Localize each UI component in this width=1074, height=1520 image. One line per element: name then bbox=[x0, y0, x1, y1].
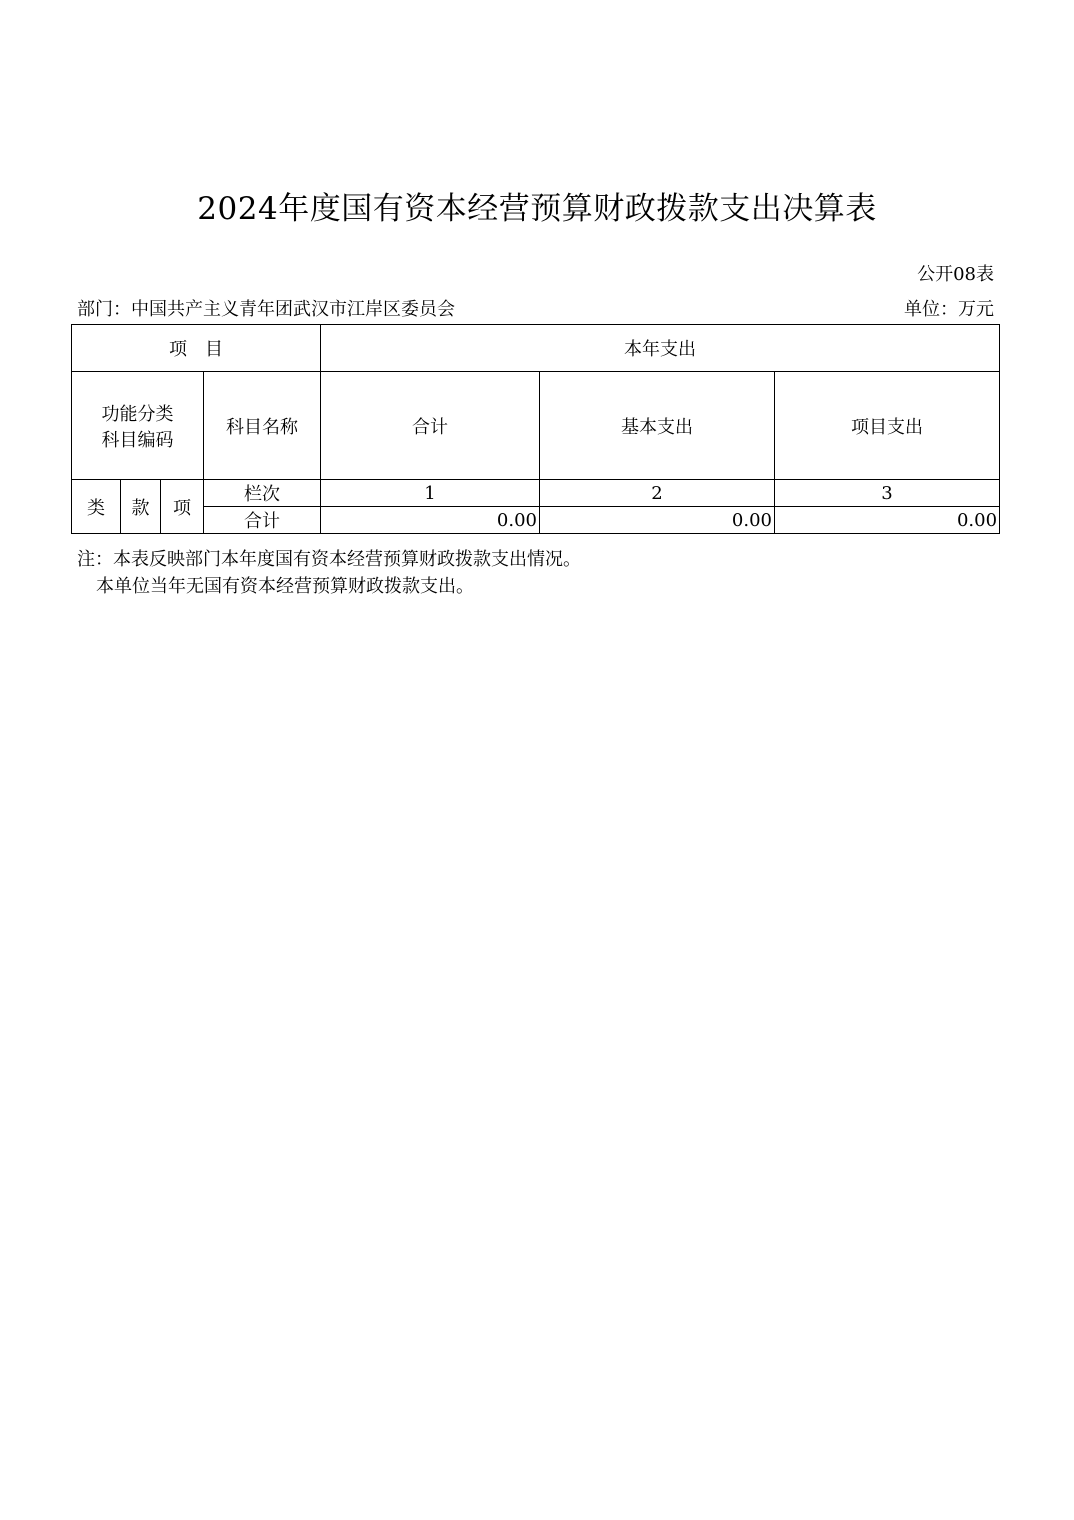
expense-table bbox=[71, 324, 1000, 534]
note-line-1: 注：本表反映部门本年度国有资本经营预算财政拨款支出情况。 bbox=[77, 549, 581, 570]
header-project-expense: 项目支出 bbox=[775, 372, 1000, 480]
header-total: 合计 bbox=[321, 372, 540, 480]
lanci-2: 2 bbox=[540, 480, 775, 507]
header-func-code bbox=[72, 372, 204, 480]
total-label: 合计 bbox=[204, 507, 321, 534]
project-total-value: 0.00 bbox=[775, 507, 1000, 534]
lanci-3: 3 bbox=[775, 480, 1000, 507]
page-title: 2024年度国有资本经营预算财政拨款支出决算表 bbox=[197, 191, 877, 227]
unit-label: 单位：万元 bbox=[904, 299, 994, 320]
header-year-expense: 本年支出 bbox=[321, 325, 1000, 372]
func-code-line-1: 功能分类 bbox=[101, 403, 174, 425]
header-kuan: 款 bbox=[121, 480, 161, 534]
lanci-row bbox=[72, 480, 1000, 507]
header-subject-name: 科目名称 bbox=[204, 372, 321, 480]
header-row-1 bbox=[72, 325, 1000, 372]
header-lei: 类 bbox=[72, 480, 121, 534]
header-row-2 bbox=[72, 372, 1000, 480]
lanci-label: 栏次 bbox=[204, 480, 321, 507]
department-label: 部门：中国共产主义青年团武汉市江岸区委员会 bbox=[77, 299, 455, 320]
basic-total-value: 0.00 bbox=[540, 507, 775, 534]
lanci-1: 1 bbox=[321, 480, 540, 507]
note-line-2: 本单位当年无国有资本经营预算财政拨款支出。 bbox=[96, 576, 474, 597]
total-row bbox=[72, 507, 1000, 534]
header-xiang: 项 bbox=[161, 480, 204, 534]
total-value: 0.00 bbox=[321, 507, 540, 534]
header-basic-expense: 基本支出 bbox=[540, 372, 775, 480]
header-item: 项 目 bbox=[72, 325, 321, 372]
form-number: 公开08表 bbox=[917, 264, 994, 285]
func-code-line-2: 科目编码 bbox=[101, 429, 174, 451]
